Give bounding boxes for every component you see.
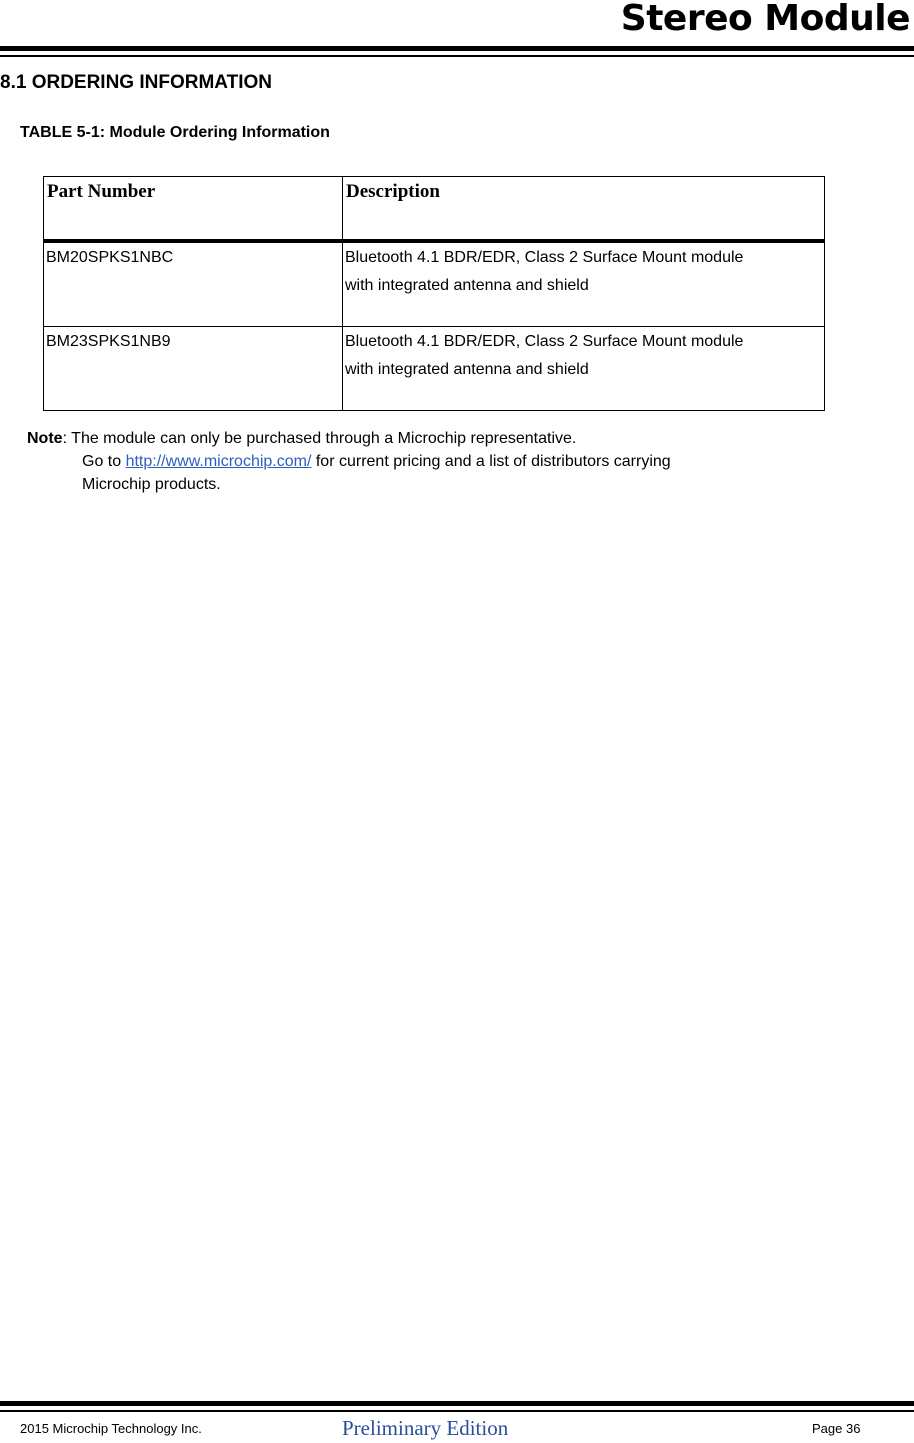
header-rule-thick — [0, 46, 914, 51]
header-description: Description — [343, 177, 825, 242]
description-cell — [343, 241, 825, 327]
footer-edition: Preliminary Edition — [342, 1416, 509, 1440]
note-line-3: Microchip products. — [82, 476, 221, 493]
document-title: Stereo Module — [620, 0, 910, 39]
footer-page-number: Page 36 — [812, 1421, 861, 1436]
note-line-2 — [27, 450, 887, 473]
description-line: with integrated antenna and shield — [345, 277, 589, 294]
part-number-cell: BM20SPKS1NBC — [44, 241, 343, 327]
part-number-cell: BM23SPKS1NB9 — [44, 327, 343, 411]
table-row — [44, 241, 825, 327]
note-text: : The module can only be purchased through a Microchip representative. — [62, 430, 577, 447]
note-line-1 — [27, 427, 887, 450]
header-part-number: Part Number — [44, 177, 343, 242]
footer-rule-thick — [0, 1401, 914, 1406]
note-text: for current pricing and a list of distributors carrying — [311, 453, 671, 470]
footer-copyright: 2015 Microchip Technology Inc. — [20, 1421, 202, 1436]
table-header-row — [44, 177, 825, 242]
note-block — [27, 427, 887, 496]
note-label: Note — [27, 430, 63, 447]
table-row — [44, 327, 825, 411]
footer-rule-thin — [0, 1410, 914, 1412]
microchip-link[interactable]: http://www.microchip.com/ — [125, 453, 312, 470]
description-line: with integrated antenna and shield — [345, 361, 589, 378]
description-line: Bluetooth 4.1 BDR/EDR, Class 2 Surface Mount module — [345, 333, 744, 350]
header-rule-thin — [0, 55, 914, 57]
description-line: Bluetooth 4.1 BDR/EDR, Class 2 Surface Mount module — [345, 249, 744, 266]
note-text: Go to — [82, 453, 126, 470]
table-caption: TABLE 5-1: Module Ordering Information — [20, 124, 330, 141]
section-heading: 8.1 ORDERING INFORMATION — [0, 72, 272, 93]
description-cell — [343, 327, 825, 411]
ordering-info-table — [43, 176, 825, 411]
